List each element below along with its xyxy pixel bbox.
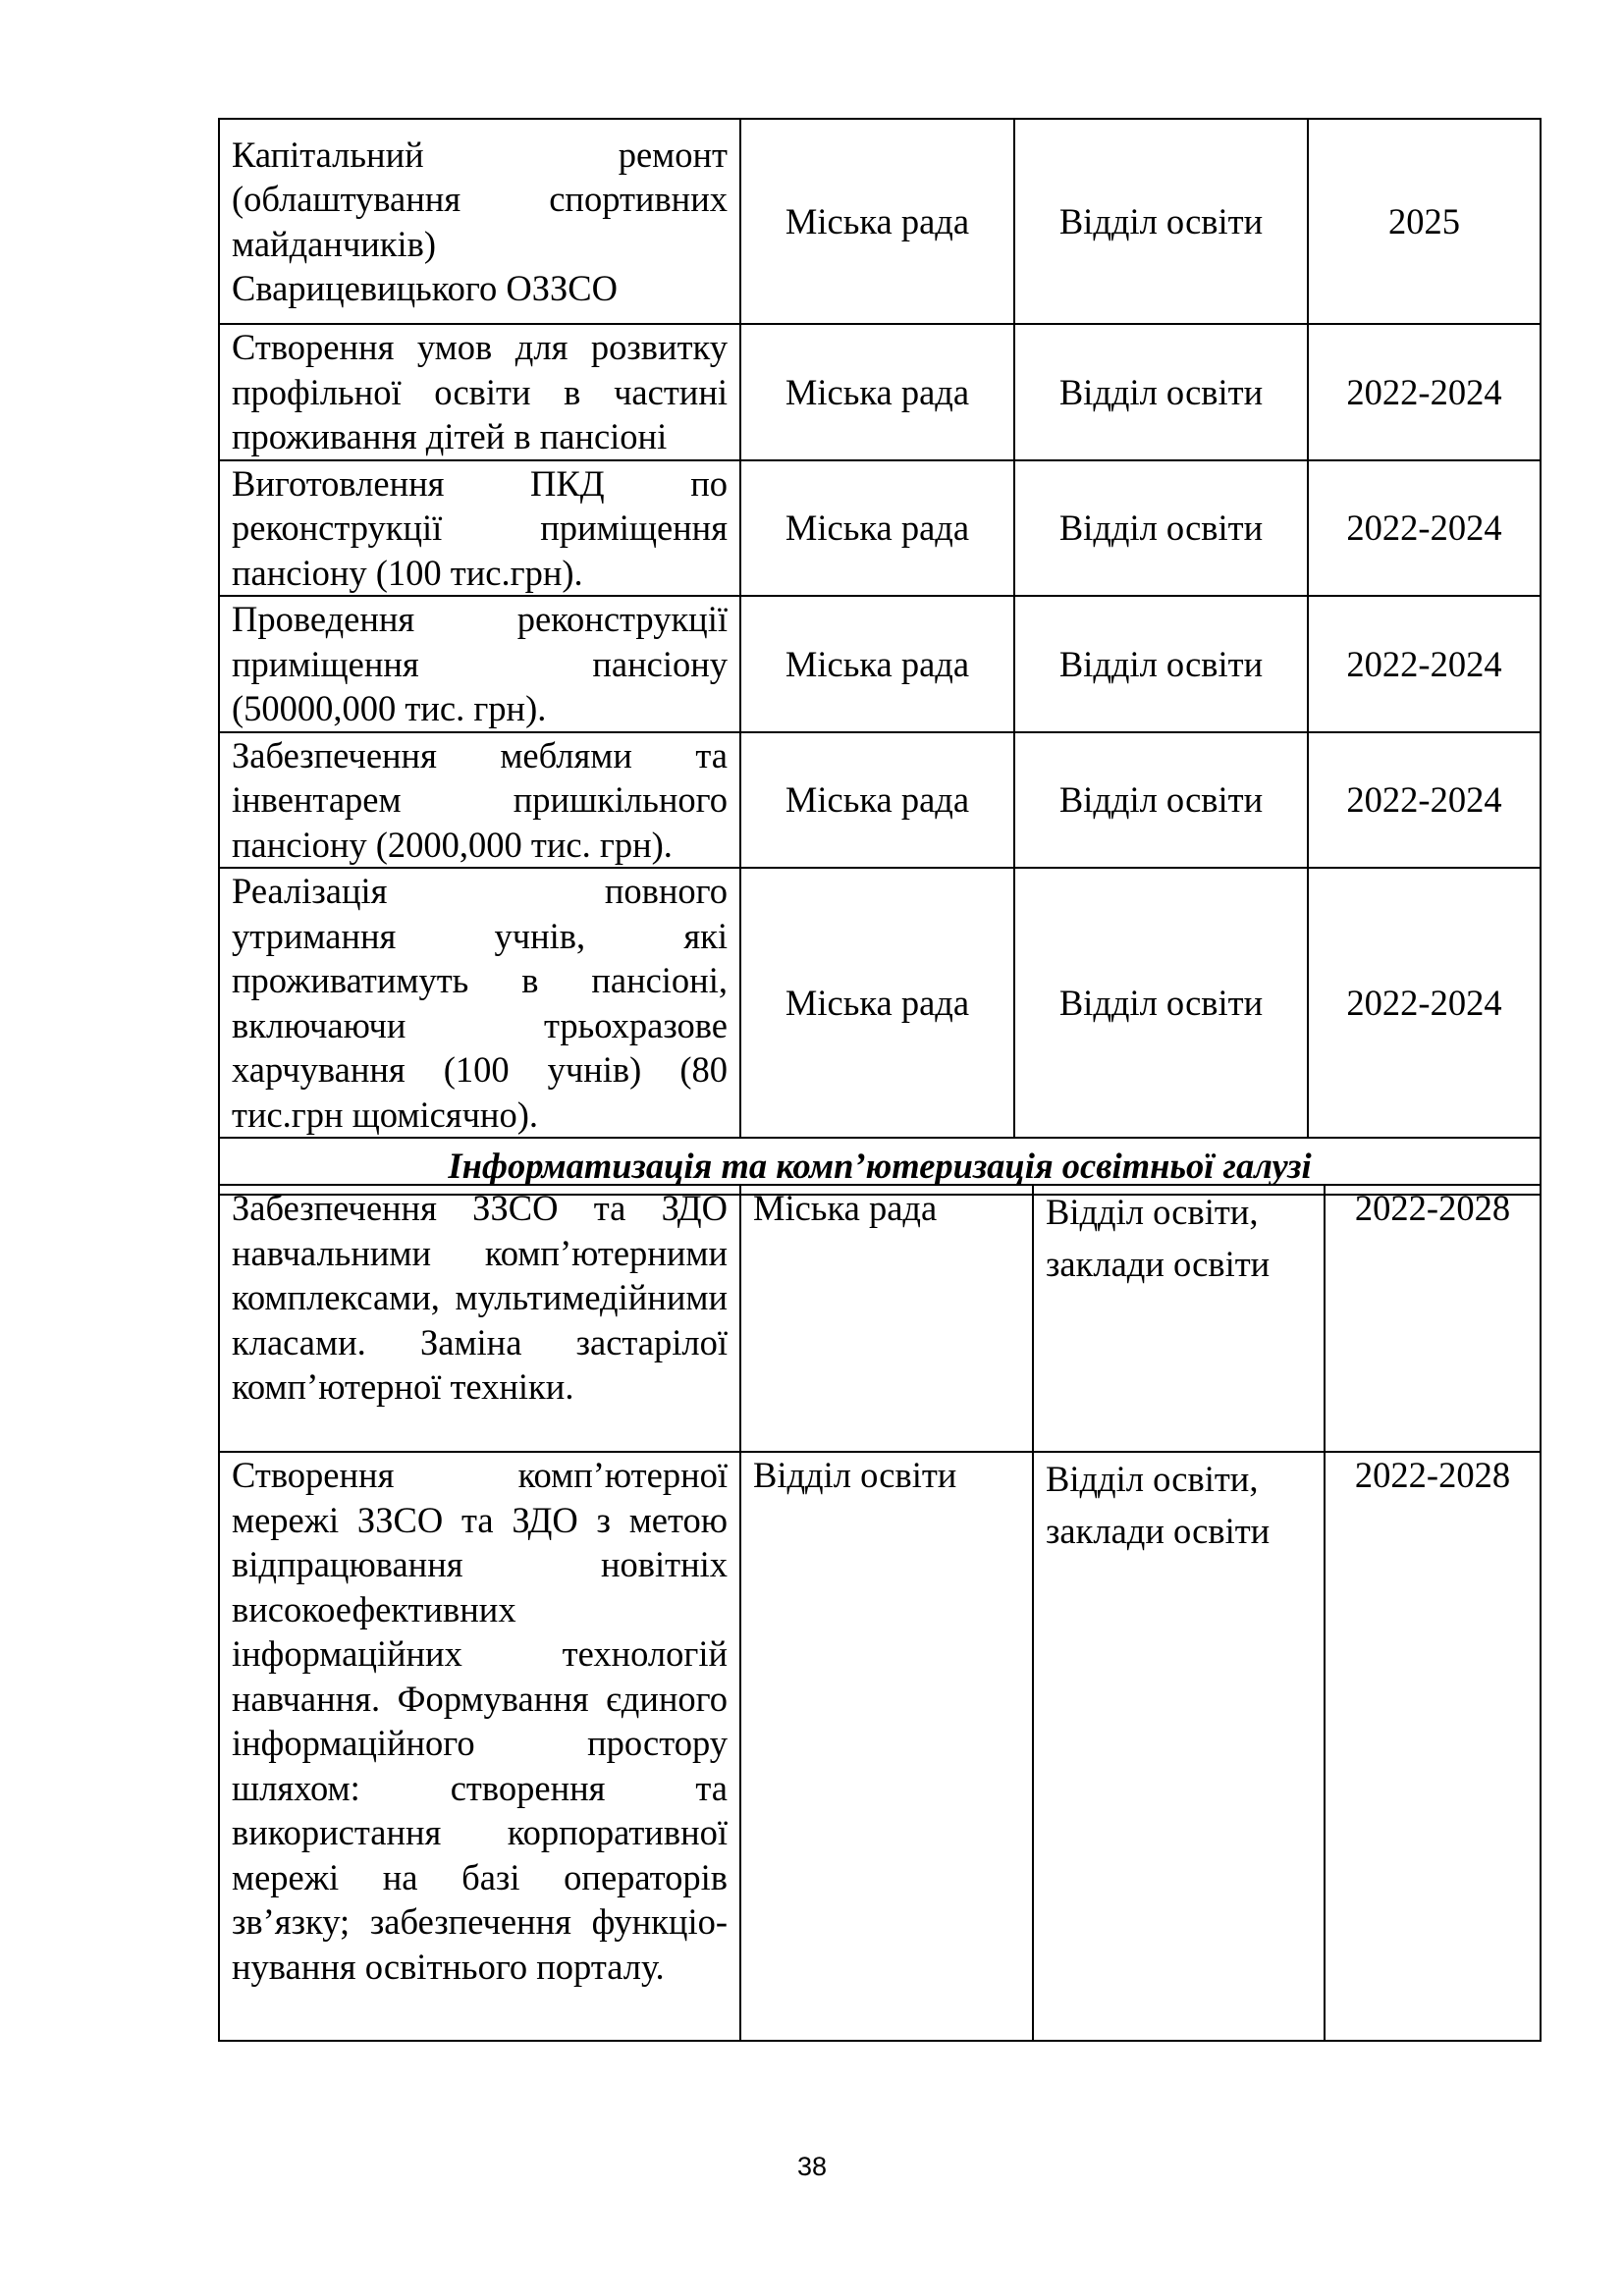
description-line: навчальними комп’ютерними [232,1232,728,1273]
description-line: Проведення реконструкції [232,599,728,639]
executor: Відділ освіти [1014,119,1308,324]
executor-line: Відділ освіти, [1046,1459,1259,1499]
funding-source: Міська рада [740,119,1014,324]
executor-line: заклади освіти [1046,1511,1271,1551]
description-line: Реалізація повного [232,871,728,911]
description-line: простору шляхом: [232,1723,728,1808]
executor-line: заклади освіти [1046,1244,1271,1284]
description-line: приміщення пансіону [232,643,728,684]
measures-table [218,118,1542,1196]
table-row [219,1452,1541,2041]
description-line: Створення умов для розвитку [232,327,728,367]
executor: Відділ освіти [1014,868,1308,1138]
description-line: пансіону (100 тис.грн). [232,552,583,593]
term: 2022-2024 [1308,868,1541,1138]
term: 2022-2024 [1308,732,1541,869]
description-line: створення та використання [232,1767,728,1852]
executor-line: Відділ освіти, [1046,1192,1259,1232]
term: 2022-2028 [1325,1452,1541,2041]
description-line: (50000,000 тис. грн). [232,688,547,728]
description-line: проживання дітей в пансіоні [232,416,668,456]
funding-source: Міська рада [740,1185,1033,1452]
description-line: тис.грн щомісячно). [232,1094,538,1135]
measure-description [219,324,740,460]
description-line: Забезпечення ЗЗСО та ЗДО [232,1188,728,1228]
description-line: Сварицевицького ОЗЗСО [232,268,618,308]
description-line: комплексами, [232,1277,440,1317]
term: 2022-2024 [1308,324,1541,460]
description-line: забезпечення функціо- [369,1901,728,1942]
description-line: інвентарем пришкільного [232,779,728,820]
measure-description [219,119,740,324]
measure-description [219,596,740,732]
description-line: операторів зв’язку; [232,1856,729,1942]
executor [1033,1452,1325,2041]
description-line: Заміна застарілої [419,1321,729,1362]
description-line: утримання учнів, які [232,915,728,956]
description-line: профільної освіти в частині [232,371,728,412]
description-line: (облаштування спортивних [232,179,728,219]
section-title: Інформатизація та комп’ютеризація освітньої галузі [219,1138,1541,1195]
description-line: корпоративної мережі на базі [232,1812,728,1897]
description-line: єдиного інформаційного [232,1678,728,1763]
executor [1033,1185,1325,1452]
table-row [219,868,1541,1138]
description-line: нування освітнього порталу. [232,1946,665,1987]
executor: Відділ освіти [1014,460,1308,597]
table-row [219,119,1541,324]
table-row [219,460,1541,597]
description-line: мультимедійними класами. [232,1277,728,1362]
measure-description [219,1452,740,2041]
description-line: харчування (100 учнів) (80 [232,1049,728,1090]
description-line: Виготовлення ПКД по [232,462,728,504]
table-row [219,324,1541,460]
measure-description [219,460,740,597]
executor: Відділ освіти [1014,732,1308,869]
description-line: Капітальний ремонт [232,133,728,175]
description-line: комп’ютерної техніки. [232,1366,574,1407]
term: 2022-2024 [1308,596,1541,732]
funding-source: Міська рада [740,596,1014,732]
funding-source: Міська рада [740,868,1014,1138]
term: 2022-2024 [1308,460,1541,597]
funding-source: Міська рада [740,460,1014,597]
description-line: пансіону (2000,000 тис. грн). [232,824,673,865]
description-line: включаючи трьохразове [232,1004,728,1045]
term: 2022-2028 [1325,1185,1541,1452]
table-row [219,596,1541,732]
description-line: Забезпечення меблями та [232,734,728,775]
informatization-table [218,1184,1542,2042]
funding-source: Міська рада [740,732,1014,869]
term: 2025 [1308,119,1541,324]
description-line: навчання. Формування [232,1678,589,1719]
description-line: реконструкції приміщення [232,507,728,548]
funding-source: Відділ освіти [740,1452,1033,2041]
description-line: майданчиків) [232,223,437,264]
measure-description [219,732,740,869]
description-line: відпрацювання новітніх [232,1544,728,1584]
description-line: інформаційних технологій [232,1633,728,1674]
table-row [219,732,1541,869]
description-line: мережі ЗЗСО та ЗДО з метою [232,1499,728,1540]
executor: Відділ освіти [1014,324,1308,460]
description-line: високоефективних [232,1588,516,1629]
measure-description [219,1185,740,1452]
page-number: 38 [796,2152,828,2181]
measure-description [219,868,740,1138]
funding-source: Міська рада [740,324,1014,460]
executor: Відділ освіти [1014,596,1308,732]
description-line: проживатимуть в пансіоні, [232,960,728,1000]
table-row [219,1185,1541,1452]
description-line: Створення комп’ютерної [232,1455,728,1495]
